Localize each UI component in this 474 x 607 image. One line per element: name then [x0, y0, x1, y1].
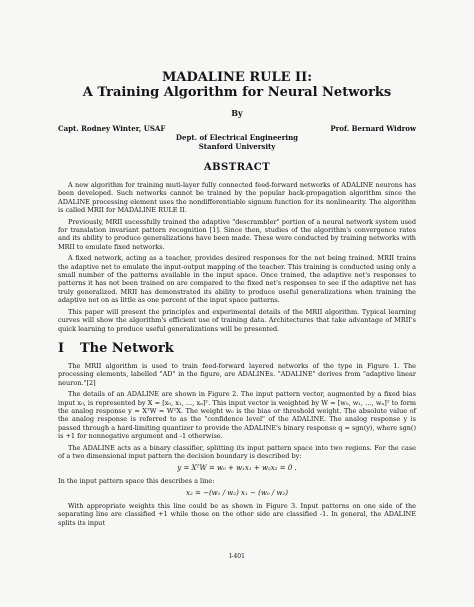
body-paragraph: In the input pattern space this describes a line: [58, 477, 215, 486]
author-winter: Capt. Rodney Winter, USAF [58, 124, 166, 133]
page-number: I-401 [229, 553, 245, 560]
section-heading [58, 341, 416, 356]
equation-decision-boundary: y = XᵀW = w₀ + w₁x₁ + w₂x₂ = 0 . [177, 464, 297, 473]
paper-title-line2: A Training Algorithm for Neural Networks [82, 85, 392, 100]
abstract-paragraph: Previously, MRII sucessfully trained the adaptive "descrambler" portion of a neural network system used for translation invariant pattern recognition [1]. Since then, studies of the algorithm's convergence rates and its ability to produce generalizations have been made. These were conducted by training networks with MRII to emulate fixed networks. [58, 217, 416, 251]
by-label: By [231, 108, 243, 118]
affiliation [58, 133, 416, 151]
paper-title-line1: MADALINE RULE II: [161, 70, 313, 85]
abstract-paragraph: A new algorithm for training muti-layer fully connected feed-forward networks of ADALINE neurons has been developed. Such networks cannot be trained by the popular back-propagation algorithm since the ADALINE processing element uses the nondifferentiable signum function for its nonlinearity. The algorithm is called MRII for MADALINE RULE II. [58, 181, 416, 215]
body-paragraph: The ADALINE acts as a binary classifier, splitting its input pattern space into two regions. For the case of a two dimensional input pattern the decision boundary is described by: [58, 443, 416, 460]
body-paragraph: With appropriate weights this line could be as shown in Figure 3. Input patterns on one side of the separating line are classified +1 while those on the other side are classified -1. In general, the ADALINE splits its input [58, 501, 416, 527]
body-paragraph: The details of an ADALINE are shown in Figure 2. The input pattern vector, augmented by a fixed bias input x₀, is represented by X = [x₀, x₁, …, xₙ]ᵀ. This input vector is weighted by W = [w₀, w₁, …, wₙ]ᵀ to form the analog response y = XᵀW = WᵀX. The weight w₀ is the bias or threshold weight. The absolute value of the analog response is referred to as the "confidence level" of the ADALINE. The analog response y is passed through a hard-limiting quantizer to provide the ADALINE's binary response q = sgn(y), where sgn() is +1 for nonnegative argument and -1 otherwise. [58, 390, 416, 441]
section-title: The Network [80, 340, 174, 356]
section-number: I [58, 340, 65, 356]
affiliation-university: Stanford University [198, 142, 276, 151]
abstract-heading: ABSTRACT [203, 162, 271, 173]
affiliation-dept: Dept. of Electrical Engineering [175, 133, 299, 142]
author-widrow: Prof. Bernard Widrow [330, 124, 416, 133]
abstract-paragraph: This paper will present the principles and experimental details of the MRII algorithm. Typical learning curves will show the algorithm's efficient use of training data. Architectures that take advantage of MRII's quick learning to produce useful generalizations will be presented. [58, 307, 416, 333]
abstract-paragraph: A fixed network, acting as a teacher, provides desired responses for the net being trained. MRII trains the adaptive net to emulate the input-output mapping of the teacher. This training is conducted using only a small number of the patterns available in the input space. Once trained, the adaptive net's responses to patterns it has not been trained on are compared to the fixed net's responses to see if the adaptive net has truly generalized. MRII has demonstrated its ability to produce useful generalizations when training the adaptive net on as little as one percent of the input space patterns. [58, 254, 416, 305]
body-paragraph: The MRII algorithm is used to train feed-forward layered networks of the type in Figure 1. The processing elements, labelled "AD" in the figure, are ADALINEs. "ADALINE" derives from "adaptive linear neuron."[2] [58, 361, 416, 387]
equation-line: x₂ = −(w₁ / w₂) x₁ − (w₀ / w₂) [186, 488, 288, 497]
author-block [58, 124, 416, 158]
